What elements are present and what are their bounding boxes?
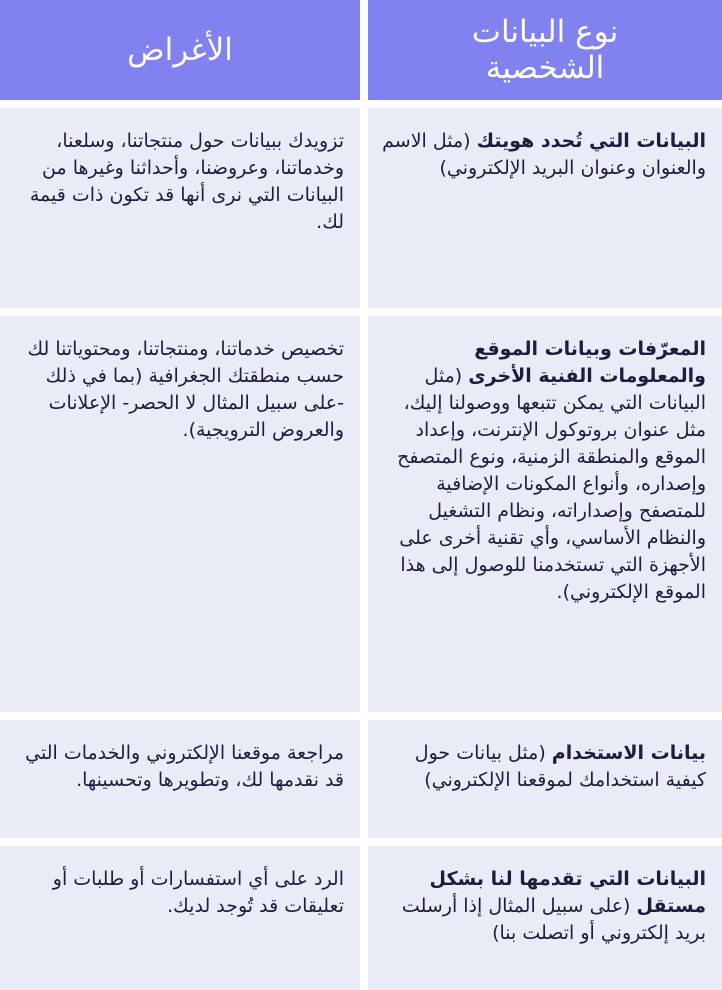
row-4-purpose-text: الرد على أي استفسارات أو طلبات أو تعليقات قد تُوجد لديك. [52,868,344,917]
row-2-purpose-text: تخصيص خدماتنا، ومنتجاتنا، ومحتوياتنا لك حسب منطقتك الجغرافية (بما في ذلك -على سبيل المثال لا الحصر- الإعلانات والعروض الترويجية). [27,338,344,441]
row-2-type-bold: المعرّفات وبيانات الموقع والمعلومات الفنية الأخرى [468,338,706,387]
row-4-type-rest: (على سبيل المثال إذا أرسلت بريد إلكتروني أو اتصلت بنا) [401,895,706,944]
row-1-data-type [368,108,722,308]
row-1-purpose-text: تزويدك ببيانات حول منتجاتنا، وسلعنا، وخدماتنا، وعروضنا، وأحداثنا وغيرها من البيانات التي نرى أنها قد تكون ذات قيمة لك. [29,130,344,233]
header-data-type-label: نوع البيانات الشخصية [471,14,619,86]
row-2-purpose [0,316,360,712]
row-4-type-bold: البيانات التي تقدمها لنا بشكل مستقل [429,868,706,917]
row-4-data-type [368,846,722,990]
header-purposes [0,0,360,100]
row-3-purpose [0,720,360,838]
row-2-data-type [368,316,722,712]
row-3-data-type [368,720,722,838]
header-data-type [368,0,722,100]
header-purposes-label: الأغراض [127,32,233,68]
row-4-purpose [0,846,360,990]
row-3-type-bold: بيانات الاستخدام [551,742,706,764]
row-3-purpose-text: مراجعة موقعنا الإلكتروني والخدمات التي قد نقدمها لك، وتطويرها وتحسينها. [25,742,344,791]
row-2-type-rest: (مثل البيانات التي يمكن تتبعها ووصولنا إليك، مثل عنوان بروتوكول الإنترنت، وإعداد الموقع والمنطقة الزمنية، ونوع المتصفح وإصداره، وأنواع المكونات الإضافية للمتصفح وإصداراته، ونظام التشغيل والنظام الأساسي، وأي تقنية أخرى على الأجهزة التي تستخدمنا للوصول إلى هذا الموقع الإلكتروني). [397,365,706,603]
row-1-type-rest: (مثل الاسم والعنوان وعنوان البريد الإلكتروني) [382,130,706,179]
row-1-purpose [0,108,360,308]
row-1-type-bold: البيانات التي تُحدد هويتك [476,130,706,152]
row-3-type-rest: (مثل بيانات حول كيفية استخدامك لموقعنا الإلكتروني) [414,742,706,791]
